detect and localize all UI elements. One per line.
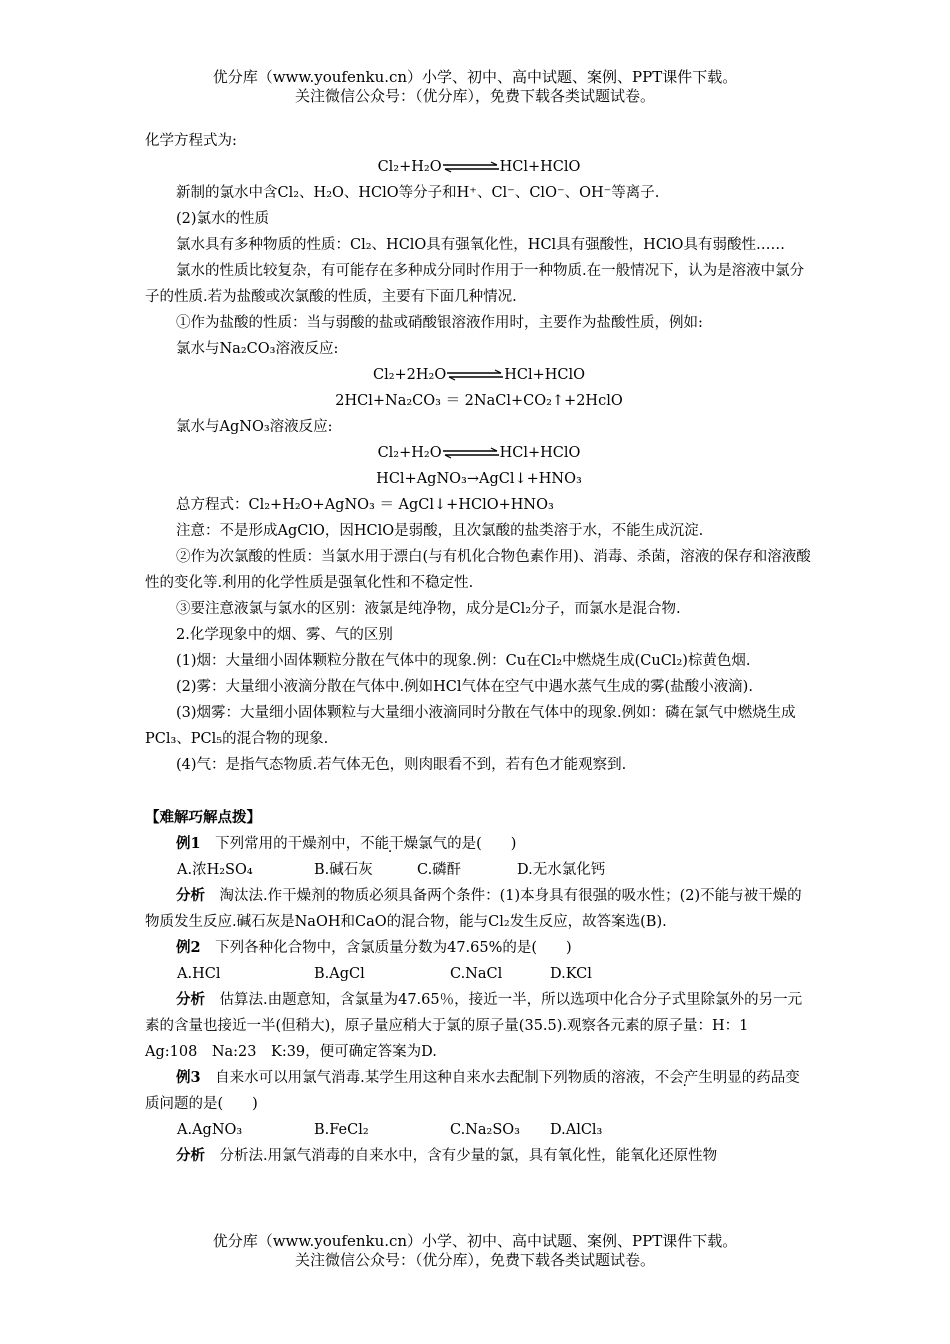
- example-2-options: [145, 961, 813, 987]
- case-hydrochloric-acid: ①作为盐酸的性质：当与弱酸的盐或硝酸银溶液作用时，主要作为盐酸性质，例如:: [176, 315, 703, 331]
- option-a: A.浓H₂SO₄: [177, 862, 253, 878]
- page-header: [0, 68, 950, 106]
- option-b: B.AgCl: [314, 966, 365, 982]
- option-d: D.KCl: [550, 966, 592, 982]
- option-d: D.AlCl₃: [550, 1122, 603, 1138]
- section-title: 【难解巧解点拨】: [145, 809, 261, 826]
- case-hypochlorous-acid: ②作为次氯酸的性质：当氯水用于漂白(与有机化合物色素作用)、消毒、杀菌，溶液的保存和溶液酸性的变化等.利用的化学性质是强氧化性和不稳定性.: [145, 549, 811, 591]
- example-3-question: 例3 自来水可以用氯气消毒.某学生用这种自来水去配制下列物质的溶液，不会产生明显的药品变质问题的是( ): [145, 1069, 800, 1112]
- equation-2: Cl₂+2H₂O HCl+HClO: [372, 367, 586, 383]
- equation-1: Cl₂+H₂O HCl+HClO: [377, 159, 581, 175]
- equation-5: HCl+AgNO₃→AgCl↓+HNO₃: [376, 471, 582, 487]
- header-line-2: 关注微信公众号：（优分库），免费下载各类试题试卷。: [294, 87, 655, 105]
- header-line-1: 优分库（www.youfenku.cn）小学、初中、高中试题、案例、PPT课件下载。: [212, 68, 738, 86]
- reversible-arrow-icon: [443, 447, 499, 459]
- footer-line-1: 优分库（www.youfenku.cn）小学、初中、高中试题、案例、PPT课件下载。: [212, 1232, 738, 1250]
- properties-text-1: 氯水具有多种物质的性质：Cl₂、HClO具有强氧化性，HCl具有强酸性，HClO具有弱酸性……: [176, 237, 785, 253]
- page-footer: [0, 1232, 950, 1270]
- example-2-question: 例2 下列各种化合物中，含氯质量分数为47.65%的是( ): [176, 939, 572, 956]
- example-1-question: 例1 下列常用的干燥剂中，不能干燥氯气的是( ): [176, 835, 517, 852]
- heading-properties: (2)氯水的性质: [176, 211, 270, 227]
- option-b: B.碱石灰: [314, 862, 373, 878]
- reversible-arrow-icon: [443, 161, 499, 173]
- option-c: C.NaCl: [450, 966, 503, 982]
- equation-4: Cl₂+H₂O HCl+HClO: [377, 445, 581, 461]
- footer-line-2: 关注微信公众号：（优分库），免费下载各类试题试卷。: [294, 1251, 655, 1269]
- option-d: D.无水氯化钙: [517, 862, 606, 878]
- option-b: B.FeCl₂: [314, 1122, 369, 1138]
- example-2-analysis: 分析 估算法.由题意知，含氯量为47.65％，接近一半，所以选项中化合分子式里除氯外的另一元素的含量也接近一半(但稍大)，原子量应稍大于氯的原子量(35.5).观察各元素的原子量：H：1 Ag:108 Na:23 K:39，便可确定答案为D.: [145, 991, 803, 1060]
- ions-text: 新制的氯水中含Cl₂、H₂O、HClO等分子和H⁺、Cl⁻、ClO⁻、OH⁻等离子.: [176, 185, 660, 201]
- properties-text-2: 氯水的性质比较复杂，有可能存在多种成分同时作用于一种物质.在一般情况下，认为是溶液中氯分子的性质.若为盐酸或次氯酸的性质，主要有下面几种情况.: [145, 263, 805, 305]
- example-1-analysis: 分析 淘汰法.作干燥剂的物质必须具备两个条件：(1)本身具有很强的吸水性；(2)不能与被干燥的物质发生反应.碱石灰是NaOH和CaO的混合物，能与Cl₂发生反应，故答案选(B).: [145, 887, 802, 930]
- fog-text: (2)雾：大量细小液滴分散在气体中.例如HCl气体在空气中遇水蒸气生成的雾(盐酸小液滴).: [176, 679, 753, 695]
- option-c: C.磷酐: [417, 862, 462, 878]
- example-1-options: [145, 857, 813, 883]
- option-a: A.AgNO₃: [177, 1122, 243, 1138]
- agno3-reaction-label: 氯水与AgNO₃溶液反应:: [176, 419, 333, 435]
- heading-smoke-fog-gas: 2.化学现象中的烟、雾、气的区别: [176, 627, 393, 643]
- intro-text: 化学方程式为:: [145, 133, 237, 149]
- gas-text: (4)气：是指气态物质.若气体无色，则肉眼看不到，若有色才能观察到.: [176, 757, 627, 773]
- option-a: A.HCl: [177, 966, 221, 982]
- reversible-arrow-icon: [447, 369, 503, 381]
- document-body: [145, 128, 813, 1169]
- smoke-fog-text: (3)烟雾：大量细小固体颗粒与大量细小液滴同时分散在气体中的现象.例如：磷在氯气中燃烧生成PCl₃、PCl₅的混合物的现象.: [145, 705, 796, 747]
- case-liquid-chlorine: ③要注意液氯与氯水的区别：液氯是纯净物，成分是Cl₂分子，而氯水是混合物.: [176, 601, 681, 617]
- smoke-text: (1)烟：大量细小固体颗粒分散在气体中的现象.例：Cu在Cl₂中燃烧生成(CuCl₂)棕黄色烟.: [176, 653, 751, 669]
- option-c: C.Na₂SO₃: [450, 1122, 520, 1138]
- example-3-analysis: 分析 分析法.用氯气消毒的自来水中，含有少量的氯，具有氧化性，能氧化还原性物: [176, 1147, 718, 1164]
- total-equation: 总方程式：Cl₂+H₂O+AgNO₃ ＝ AgCl↓+HClO+HNO₃: [176, 497, 554, 513]
- example-3-options: [145, 1117, 813, 1143]
- note-text: 注意：不是形成AgClO，因HClO是弱酸，且次氯酸的盐类溶于水，不能生成沉淀.: [176, 523, 704, 539]
- equation-3: 2HCl+Na₂CO₃ ＝ 2NaCl+CO₂↑+2HclO: [335, 393, 623, 409]
- na2co3-reaction-label: 氯水与Na₂CO₃溶液反应:: [176, 341, 339, 357]
